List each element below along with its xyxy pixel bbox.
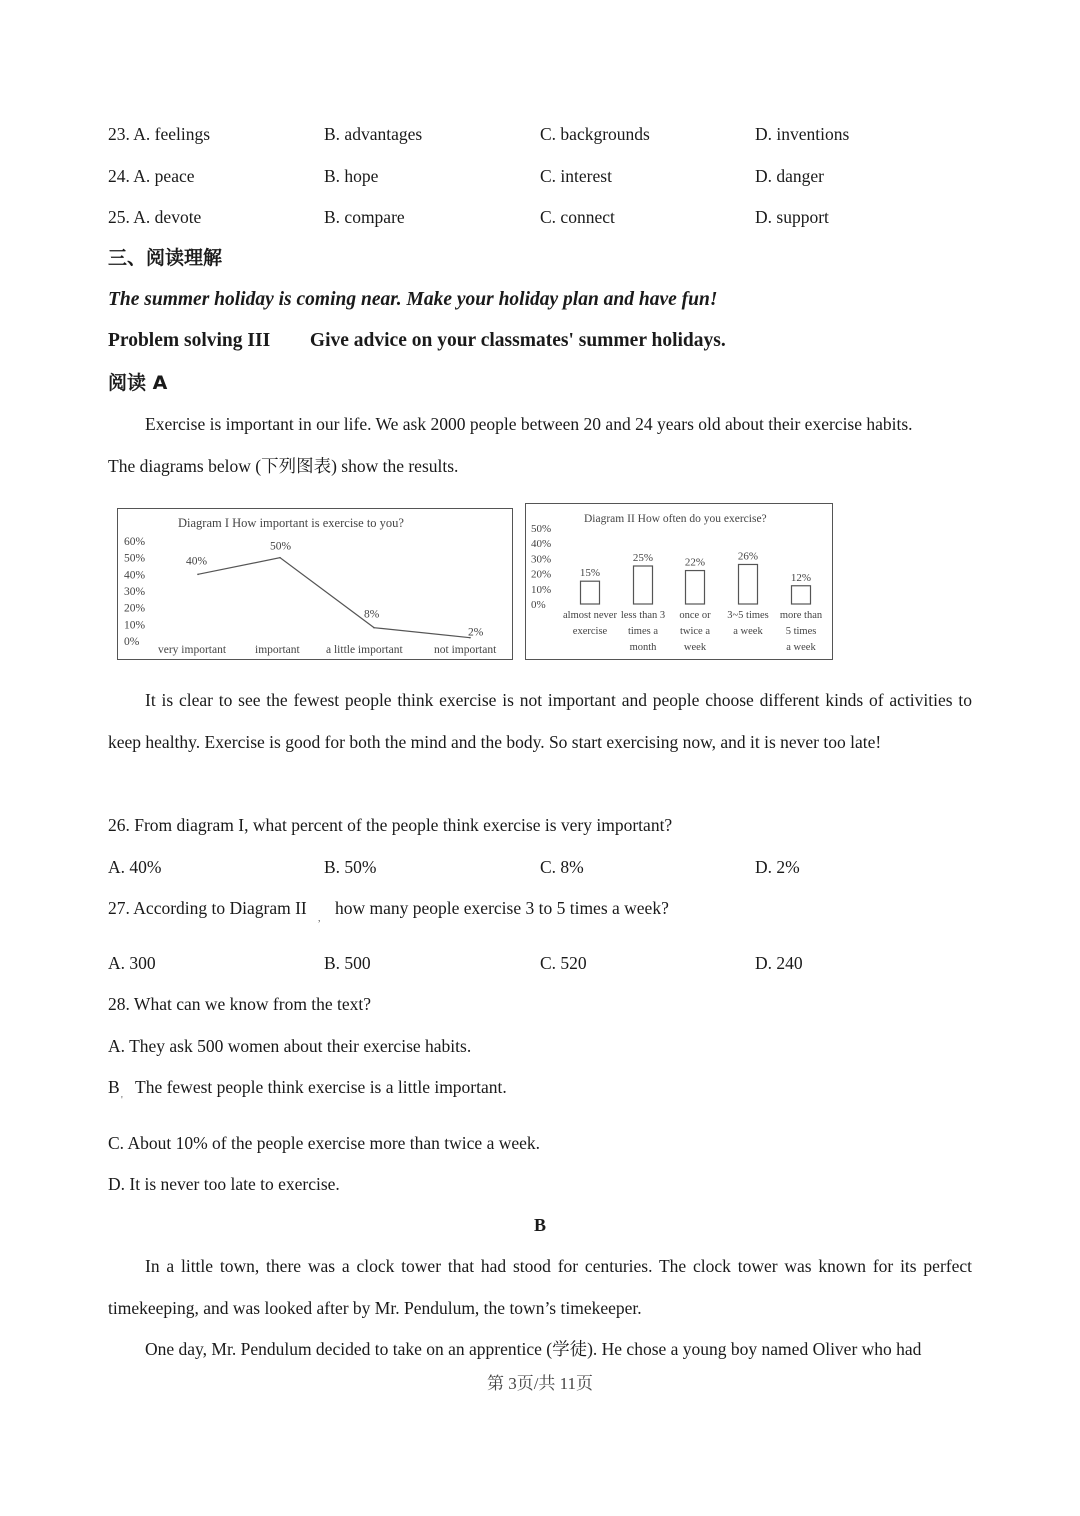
diagram-2-ytick: 0% xyxy=(531,599,546,611)
q28-option-b-text: The fewest people think exercise is a little important. xyxy=(135,1077,507,1097)
diagram-2-xtick: once or xyxy=(679,610,711,621)
q27-option-d: D. 240 xyxy=(755,953,803,973)
diagram-1-line xyxy=(198,558,470,638)
para-b1: In a little town, there was a clock tower that had stood for centuries. The clock tower was known for its perfect timekeeping, and was looked after by Mr. Pendulum, the town’s timekeeper. xyxy=(108,1256,972,1318)
diagram-2-data-label: 12% xyxy=(790,571,812,584)
diagram-2-xtick: times a xyxy=(627,626,659,637)
q23-option-b: B. advantages xyxy=(324,124,423,144)
diagram-2-xtick: almost never xyxy=(563,610,617,621)
diagram-2-bar xyxy=(686,571,705,604)
diagram-1-point xyxy=(197,574,199,576)
diagram-2-bar xyxy=(739,564,758,604)
diagram-2-xtick: month xyxy=(629,642,657,653)
diagram-2-xtick: 5 times xyxy=(785,626,817,637)
diagram-1 xyxy=(117,508,513,660)
diagram-2 xyxy=(525,503,833,660)
section-heading-reading: 三、阅读理解 xyxy=(108,247,223,269)
q26-option-d: D. 2% xyxy=(755,857,800,877)
diagram-2-ytick: 30% xyxy=(531,553,552,566)
q28-option-b-label: B xyxy=(108,1077,120,1097)
diagram-1-chart xyxy=(118,509,512,659)
diagram-2-xtick: 3~5 times xyxy=(727,610,769,621)
q27-option-b: B. 500 xyxy=(324,953,371,973)
q24-option-c: C. interest xyxy=(540,166,612,186)
problem-solving-line xyxy=(108,330,726,352)
diagram-2-chart xyxy=(526,504,832,659)
diagram-1-data-label: 2% xyxy=(468,626,484,639)
diagram-1-xtick: not important xyxy=(434,644,497,656)
diagram-2-bar xyxy=(634,566,653,604)
page-footer: 第 3页/共 11页 xyxy=(486,1374,594,1393)
diagram-2-xtick: a week xyxy=(786,642,816,653)
diagram-1-ytick: 40% xyxy=(124,569,146,582)
q27-option-a: A. 300 xyxy=(108,953,156,973)
para1-line1: Exercise is important in our life. We ask 2000 people between 20 and 24 years old about their exercise habits. xyxy=(145,414,913,434)
diagram-2-ytick: 40% xyxy=(531,538,552,551)
diagram-2-data-label: 25% xyxy=(632,552,654,564)
q25-option-a: 25. A. devote xyxy=(108,207,202,227)
q23-option-d: D. inventions xyxy=(755,124,850,144)
diagram-1-ytick: 0% xyxy=(124,636,140,648)
diagram-2-xtick: a week xyxy=(733,626,763,637)
diagram-2-xtick: more than xyxy=(779,610,823,621)
q26-option-b: B. 50% xyxy=(324,857,377,877)
q28-option-b-mark: ' xyxy=(121,1095,123,1106)
q28-stem: 28. What can we know from the text? xyxy=(108,994,372,1014)
section-b-heading: B xyxy=(533,1215,546,1235)
intro-italic: The summer holiday is coming near. Make your holiday plan and have fun! xyxy=(108,289,718,310)
diagram-2-title: Diagram II How often do you exercise? xyxy=(584,513,767,525)
q23-option-a: 23. A. feelings xyxy=(108,124,211,144)
diagram-1-xtick: very important xyxy=(158,644,227,656)
q26-option-a: A. 40% xyxy=(108,857,162,877)
diagram-2-bar xyxy=(792,586,811,604)
diagram-2-ytick: 10% xyxy=(531,583,552,596)
problem-solving-label: Problem solving III xyxy=(108,330,271,351)
diagram-1-point xyxy=(279,557,281,559)
diagram-1-ytick: 30% xyxy=(124,586,146,598)
q26-option-c: C. 8% xyxy=(540,857,584,877)
q27-stem-b: how many people exercise 3 to 5 times a week? xyxy=(335,898,669,918)
diagram-1-data-label: 8% xyxy=(364,608,380,621)
diagram-2-xtick: week xyxy=(683,642,707,653)
q27-stem-a: 27. According to Diagram II xyxy=(108,898,307,918)
diagram-1-title: Diagram I How important is exercise to you? xyxy=(178,516,404,530)
diagram-1-data-label: 50% xyxy=(270,540,292,553)
diagram-1-ytick: 10% xyxy=(124,619,146,632)
q28-option-d: D. It is never too late to exercise. xyxy=(108,1174,340,1194)
problem-solving-text: Give advice on your classmates' summer holidays. xyxy=(309,330,726,351)
para1-line2: The diagrams below (下列图表) show the results. xyxy=(108,456,459,476)
diagram-1-data-label: 40% xyxy=(186,555,208,568)
q24-option-a: 24. A. peace xyxy=(108,166,195,186)
diagram-2-ytick: 50% xyxy=(531,523,552,535)
diagram-1-point xyxy=(373,627,375,629)
diagram-1-xtick: important xyxy=(255,644,300,656)
diagram-2-bar xyxy=(581,581,600,604)
q24-option-d: D. danger xyxy=(755,166,825,186)
reading-a-heading: 阅读 A xyxy=(108,372,168,394)
diagram-2-ytick: 20% xyxy=(531,568,552,581)
para2: It is clear to see the fewest people think exercise is not important and people choose different kinds of activities to keep healthy. Exercise is good for both the mind and the body. So start exercising now, and it is never too late! xyxy=(108,690,972,752)
diagram-1-xtick: a little important xyxy=(326,644,403,656)
q25-option-d: D. support xyxy=(755,207,829,227)
q25-option-c: C. connect xyxy=(540,207,615,227)
q24-option-b: B. hope xyxy=(324,166,379,186)
diagram-1-ytick: 60% xyxy=(124,536,146,548)
q27-option-c: C. 520 xyxy=(540,953,587,973)
q27-comma-mark: , xyxy=(318,913,321,924)
q23-option-c: C. backgrounds xyxy=(540,124,650,144)
diagram-2-xtick: exercise xyxy=(572,626,608,637)
diagram-2-data-label: 26% xyxy=(737,550,759,563)
diagram-2-xtick: less than 3 xyxy=(620,610,666,621)
q25-option-b: B. compare xyxy=(324,207,405,227)
diagram-1-ytick: 20% xyxy=(124,602,146,615)
q28-option-c: C. About 10% of the people exercise more than twice a week. xyxy=(108,1133,541,1153)
diagram-2-xtick: twice a xyxy=(679,626,711,637)
q26-stem: 26. From diagram I, what percent of the people think exercise is very important? xyxy=(108,815,673,835)
para-b2-line: One day, Mr. Pendulum decided to take on an apprentice (学徒). He chose a young boy named Oliver who had xyxy=(145,1339,922,1359)
q28-option-a: A. They ask 500 women about their exercise habits. xyxy=(108,1036,472,1056)
diagram-2-data-label: 22% xyxy=(684,556,706,569)
diagram-1-ytick: 50% xyxy=(124,552,146,565)
diagram-2-data-label: 15% xyxy=(579,567,601,580)
